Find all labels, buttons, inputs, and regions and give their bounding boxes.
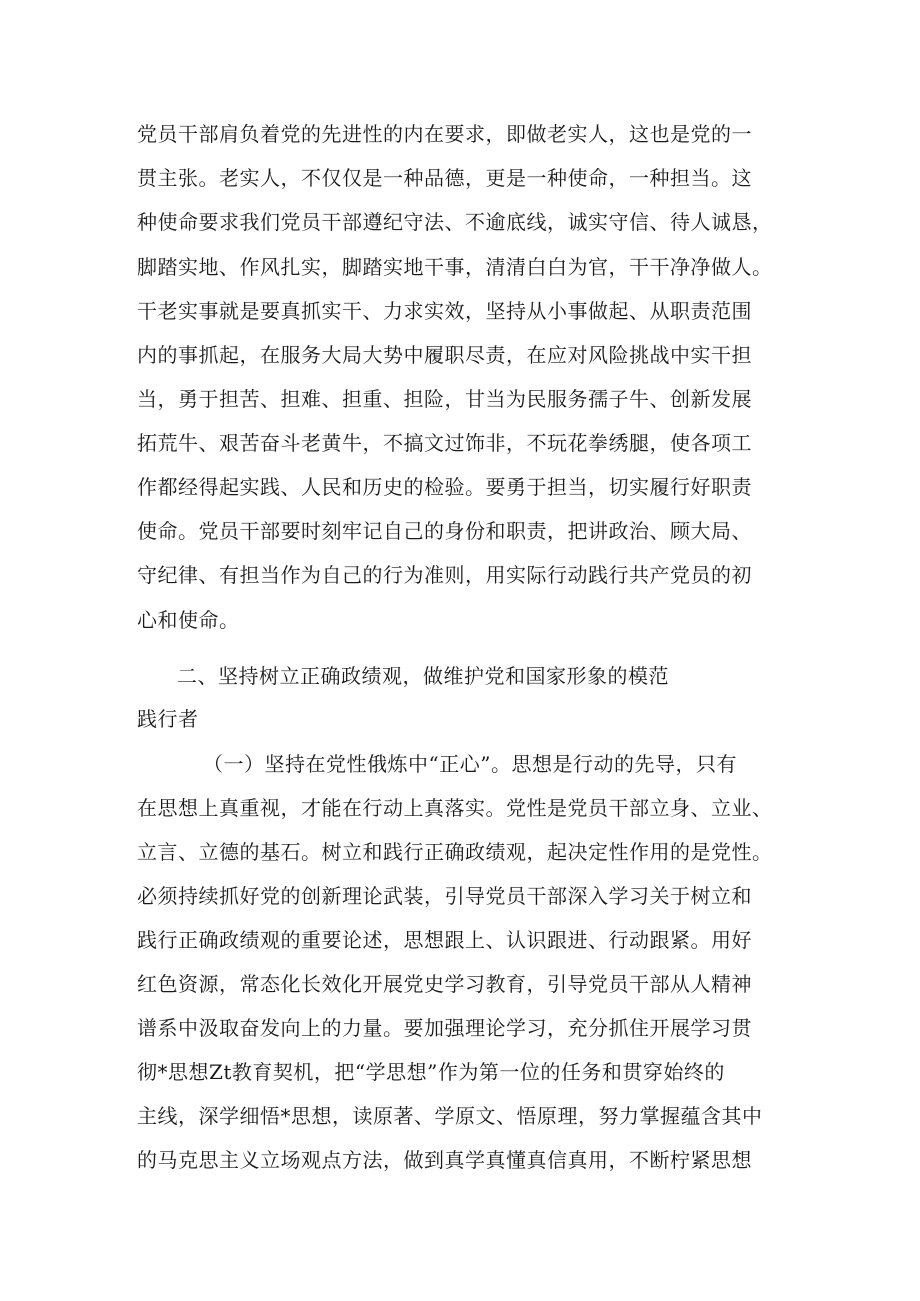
- paragraph-line: 党员干部肩负着党的先进性的内在要求，即做老实人，这也是党的一: [137, 122, 752, 146]
- paragraph-line: 贯主张。老实人，不仅仅是一种品德，更是一种使命，一种担当。这: [137, 166, 752, 190]
- paragraph-line: 干老实事就是要真抓实干、力求实效，坚持从小事做起、从职责范围: [137, 299, 752, 323]
- section-heading: 二、坚持树立正确政绩观，做维护党和国家形象的模范: [177, 664, 669, 688]
- paragraph-line: 内的事抓起，在服务大局大势中履职尽责，在应对风险挑战中实干担: [137, 343, 752, 367]
- paragraph-line: 必须持续抓好党的创新理论武装，引导党员干部深入学习关于树立和: [137, 884, 752, 908]
- paragraph-line: 心和使命。: [137, 608, 240, 632]
- paragraph-line: 的马克思主义立场观点方法，做到真学真懂真信真用，不断柠紧思想: [137, 1148, 752, 1172]
- paragraph-line: （一）坚持在党性俄炼中“正心”。思想是行动的先导，只有: [203, 752, 737, 776]
- paragraph-line: 彻*思想Zt教育契机，把“学思想”作为第一位的任务和贯穿始终的: [137, 1060, 725, 1084]
- paragraph-line: 守纪律、有担当作为自己的行为准则，用实际行动践行共产党员的初: [137, 563, 752, 587]
- paragraph-line: 拓荒牛、艰苦奋斗老黄牛，不搞文过饰非，不玩花拳绣腿，使各项工: [137, 431, 752, 455]
- paragraph-line: 脚踏实地、作风扎实，脚踏实地干事，清清白白为官，干干净净做人。: [137, 255, 773, 279]
- paragraph-line: 谱系中汲取奋发向上的力量。要加强理论学习，充分抓住开展学习贯: [137, 1016, 752, 1040]
- paragraph-line: 红色资源，常态化长效化开展党史学习教育，引导党员干部从人精神: [137, 972, 752, 996]
- paragraph-line: 使命。党员干部要时刻牢记自己的身份和职责，把讲政治、顾大局、: [137, 519, 752, 543]
- paragraph-line: 作都经得起实践、人民和历史的检验。要勇于担当，切实履行好职责: [137, 475, 752, 499]
- paragraph-line: 立言、立德的基石。树立和践行正确政绩观，起决定性作用的是党性。: [137, 840, 773, 864]
- paragraph-line: 种使命要求我们党员干部遵纪守法、不逾底线，诚实守信、待人诚恳，: [137, 210, 773, 234]
- section-heading: 践行者: [137, 707, 199, 731]
- paragraph-line: 在思想上真重视，才能在行动上真落实。党性是党员干部立身、立业、: [137, 796, 773, 820]
- paragraph-line: 践行正确政绩观的重要论述，思想跟上、认识跟进、行动跟紧。用好: [137, 928, 752, 952]
- paragraph-line: 主线，深学细悟*思想，读原著、学原文、悟原理，努力掌握蕴含其中: [137, 1104, 763, 1128]
- paragraph-line: 当，勇于担苦、担难、担重、担险，甘当为民服务孺子牛、创新发展: [137, 387, 752, 411]
